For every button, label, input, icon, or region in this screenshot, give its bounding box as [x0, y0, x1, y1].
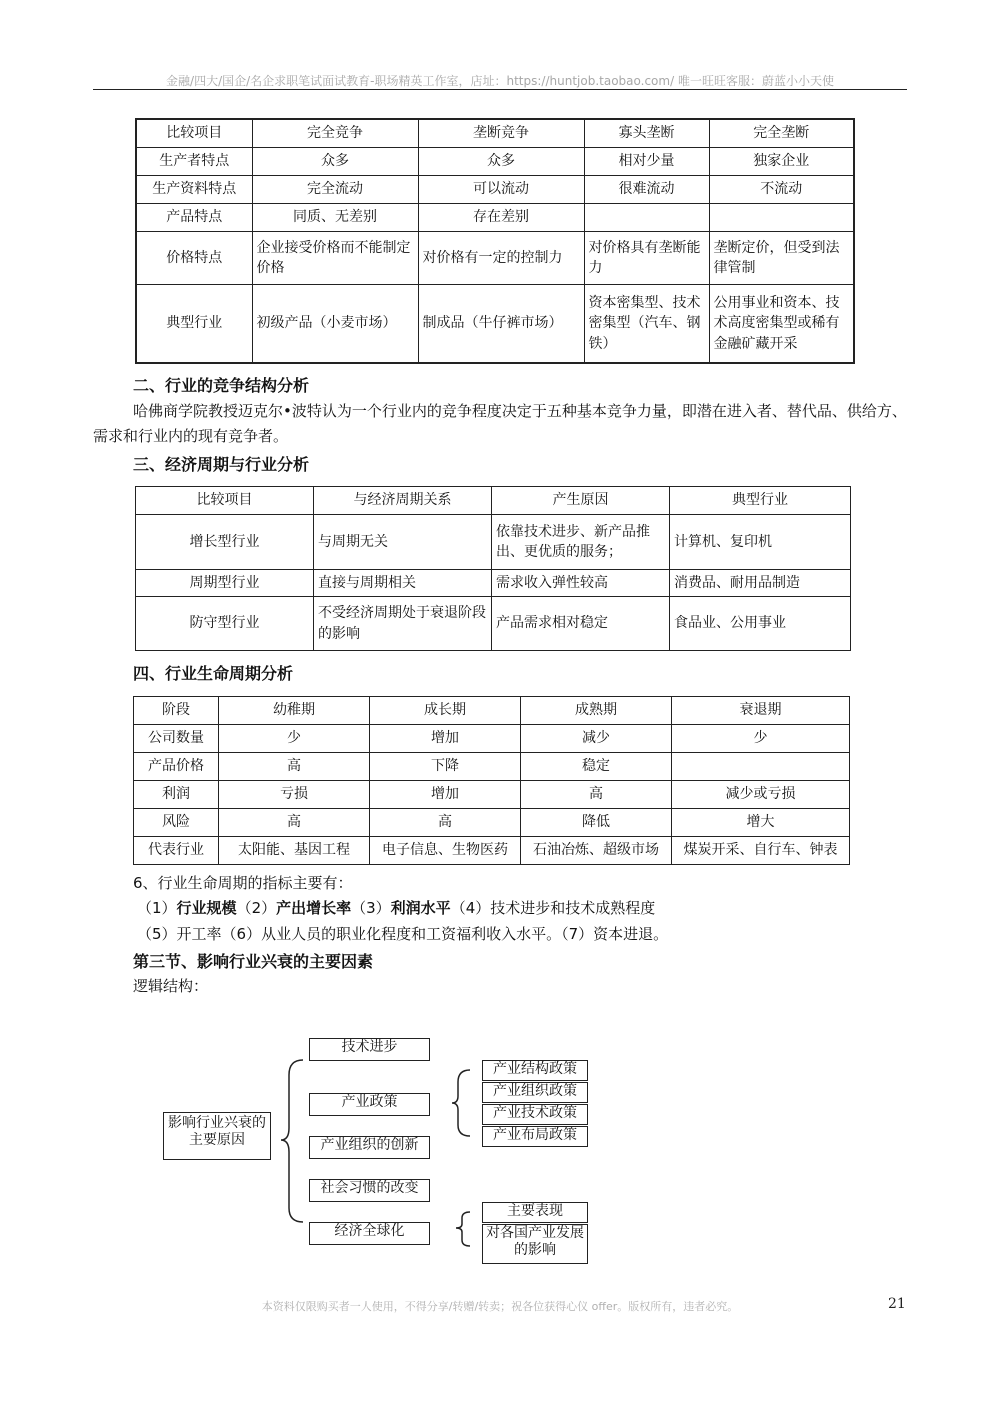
- table-cell: 消费品、耐用品制造: [670, 570, 851, 597]
- table-cell: 下降: [370, 753, 521, 781]
- subtitle: 逻辑结构：: [133, 977, 209, 995]
- page-number: 21: [888, 1296, 906, 1312]
- table-cell: 煤炭开采、自行车、钟表: [672, 837, 850, 865]
- factor-box: 社会习惯的改变: [309, 1179, 430, 1202]
- section-heading: 四、行业生命周期分析: [133, 664, 294, 683]
- indicator-keyword: 行业规模: [176, 899, 237, 917]
- table-cell: 资本密集型、技术密集型（汽车、钢铁）: [584, 285, 709, 364]
- table-cell: 亏损: [219, 781, 370, 809]
- section-heading: 第三节、影响行业兴衰的主要因素: [133, 952, 374, 971]
- table-cell: 独家企业: [709, 148, 854, 176]
- table-cell: 完全流动: [252, 176, 418, 204]
- table-cell: 需求收入弹性较高: [492, 570, 670, 597]
- indicator-keyword: 产出增长率: [276, 899, 352, 917]
- table-cell: 公司数量: [134, 725, 219, 753]
- table-cell: 比较项目: [136, 119, 252, 148]
- factor-box: 技术进步: [309, 1038, 430, 1061]
- table-cell: 食品业、公用事业: [670, 597, 851, 651]
- table-cell: 众多: [418, 148, 584, 176]
- table-cell: 衰退期: [672, 697, 850, 725]
- table-cell: 阶段: [134, 697, 219, 725]
- table-cell: 寡头垄断: [584, 119, 709, 148]
- table-cell: 高: [219, 753, 370, 781]
- table-cell: 垄断定价，但受到法律管制: [709, 232, 854, 285]
- indicator-text: （3）: [351, 899, 391, 917]
- indicator-text: （4）技术进步和技术成熟程度: [450, 899, 656, 917]
- table-cell: 增加: [370, 781, 521, 809]
- table-cell: 增大: [672, 809, 850, 837]
- policy-box: 产业结构政策: [482, 1060, 588, 1081]
- table-cell: 制成品（牛仔裤市场）: [418, 285, 584, 364]
- table-cell: 企业接受价格而不能制定价格: [252, 232, 418, 285]
- table-cell: 高: [521, 781, 672, 809]
- globalization-box: 主要表现: [482, 1202, 588, 1223]
- table-cell: 与周期无关: [314, 515, 492, 570]
- policy-box: 产业布局政策: [482, 1126, 588, 1147]
- table-cell: 电子信息、生物医药: [370, 837, 521, 865]
- table-cell: 降低: [521, 809, 672, 837]
- table-cell: 相对少量: [584, 148, 709, 176]
- table-cell: 成熟期: [521, 697, 672, 725]
- table-cell: 生产资料特点: [136, 176, 252, 204]
- table-cell: 对价格有一定的控制力: [418, 232, 584, 285]
- indicator-text: （2）: [236, 899, 277, 917]
- table-cell: 增加: [370, 725, 521, 753]
- table-cell: 可以流动: [418, 176, 584, 204]
- table-cell: 代表行业: [134, 837, 219, 865]
- table-cell: 完全垄断: [709, 119, 854, 148]
- section-heading: 二、行业的竞争结构分析: [133, 376, 310, 395]
- indicator-keyword: 利润水平: [390, 899, 451, 917]
- table-cell: 价格特点: [136, 232, 252, 285]
- factor-box: 经济全球化: [309, 1222, 430, 1245]
- root-box: 影响行业兴衰的主要原因: [163, 1112, 271, 1160]
- table-cell: 利润: [134, 781, 219, 809]
- table-cell: 产品需求相对稳定: [492, 597, 670, 651]
- table-cell: 减少: [521, 725, 672, 753]
- table-cell: 生产者特点: [136, 148, 252, 176]
- table-cell: 完全竞争: [252, 119, 418, 148]
- table-cell: 成长期: [370, 697, 521, 725]
- table-cell: 太阳能、基因工程: [219, 837, 370, 865]
- table-cell: 产品特点: [136, 204, 252, 232]
- indicator-text: （1）: [137, 899, 177, 917]
- indicator-line-2: （5）开工率（6）从业人员的职业化程度和工资福利收入水平。（7）资本进退。: [137, 925, 669, 943]
- policy-box: 产业组织政策: [482, 1082, 588, 1103]
- table-cell: 对价格具有垄断能力: [584, 232, 709, 285]
- table-cell: 减少或亏损: [672, 781, 850, 809]
- table-cell: 比较项目: [136, 487, 314, 515]
- table-cell: 不流动: [709, 176, 854, 204]
- table-cell: 高: [219, 809, 370, 837]
- table-cell: 初级产品（小麦市场）: [252, 285, 418, 364]
- paragraph: 哈佛商学院教授迈克尔•波特认为一个行业内的竞争程度决定于五种基本竞争力量，即潜在进入者、替代品、供给方、需求和行业内的现有竞争者。: [93, 402, 907, 445]
- table-cell: 直接与周期相关: [314, 570, 492, 597]
- table-cell: 石油冶炼、超级市场: [521, 837, 672, 865]
- table-cell: 少: [219, 725, 370, 753]
- table-cell: 产生原因: [492, 487, 670, 515]
- table-cell: 很难流动: [584, 176, 709, 204]
- table-cell: 风险: [134, 809, 219, 837]
- table-cell: 依靠技术进步、新产品推出、更优质的服务；: [492, 515, 670, 570]
- table-cell: 幼稚期: [219, 697, 370, 725]
- factor-box: 产业政策: [309, 1093, 430, 1116]
- table-cell: 同质、无差别: [252, 204, 418, 232]
- table-cell: 高: [370, 809, 521, 837]
- table-cell: 防守型行业: [136, 597, 314, 651]
- globalization-box: 对各国产业发展的影响: [482, 1224, 588, 1264]
- table-cell: 周期型行业: [136, 570, 314, 597]
- table-cell: 典型行业: [136, 285, 252, 364]
- page-footer: 本资料仅限购买者一人使用，不得分享/转赠/转卖；祝各位获得心仪 offer。版权所有，违者必究。: [261, 1300, 739, 1313]
- table-cell: 典型行业: [670, 487, 851, 515]
- factor-box: 产业组织的创新: [309, 1136, 430, 1159]
- table-cell: 公用事业和资本、技术高度密集型或稀有金融矿藏开采: [709, 285, 854, 364]
- table-cell: 计算机、复印机: [670, 515, 851, 570]
- table-cell: 存在差别: [418, 204, 584, 232]
- table-cell: 产品价格: [134, 753, 219, 781]
- section-heading: 三、经济周期与行业分析: [133, 455, 310, 474]
- page-header: 金融/四大/国企/名企求职笔试面试教育-职场精英工作室，店址：https://huntjob.taobao.com/ 唯一旺旺客服：蔚蓝小小天使: [166, 74, 834, 88]
- table-cell: 少: [672, 725, 850, 753]
- indicator-intro: 6、行业生命周期的指标主要有：: [133, 874, 353, 892]
- table-cell: 与经济周期关系: [314, 487, 492, 515]
- table-cell: 稳定: [521, 753, 672, 781]
- table-cell: 不受经济周期处于衰退阶段的影响: [314, 597, 492, 651]
- table-cell: 众多: [252, 148, 418, 176]
- table-cell: 垄断竞争: [418, 119, 584, 148]
- table-cell: 增长型行业: [136, 515, 314, 570]
- policy-box: 产业技术政策: [482, 1104, 588, 1125]
